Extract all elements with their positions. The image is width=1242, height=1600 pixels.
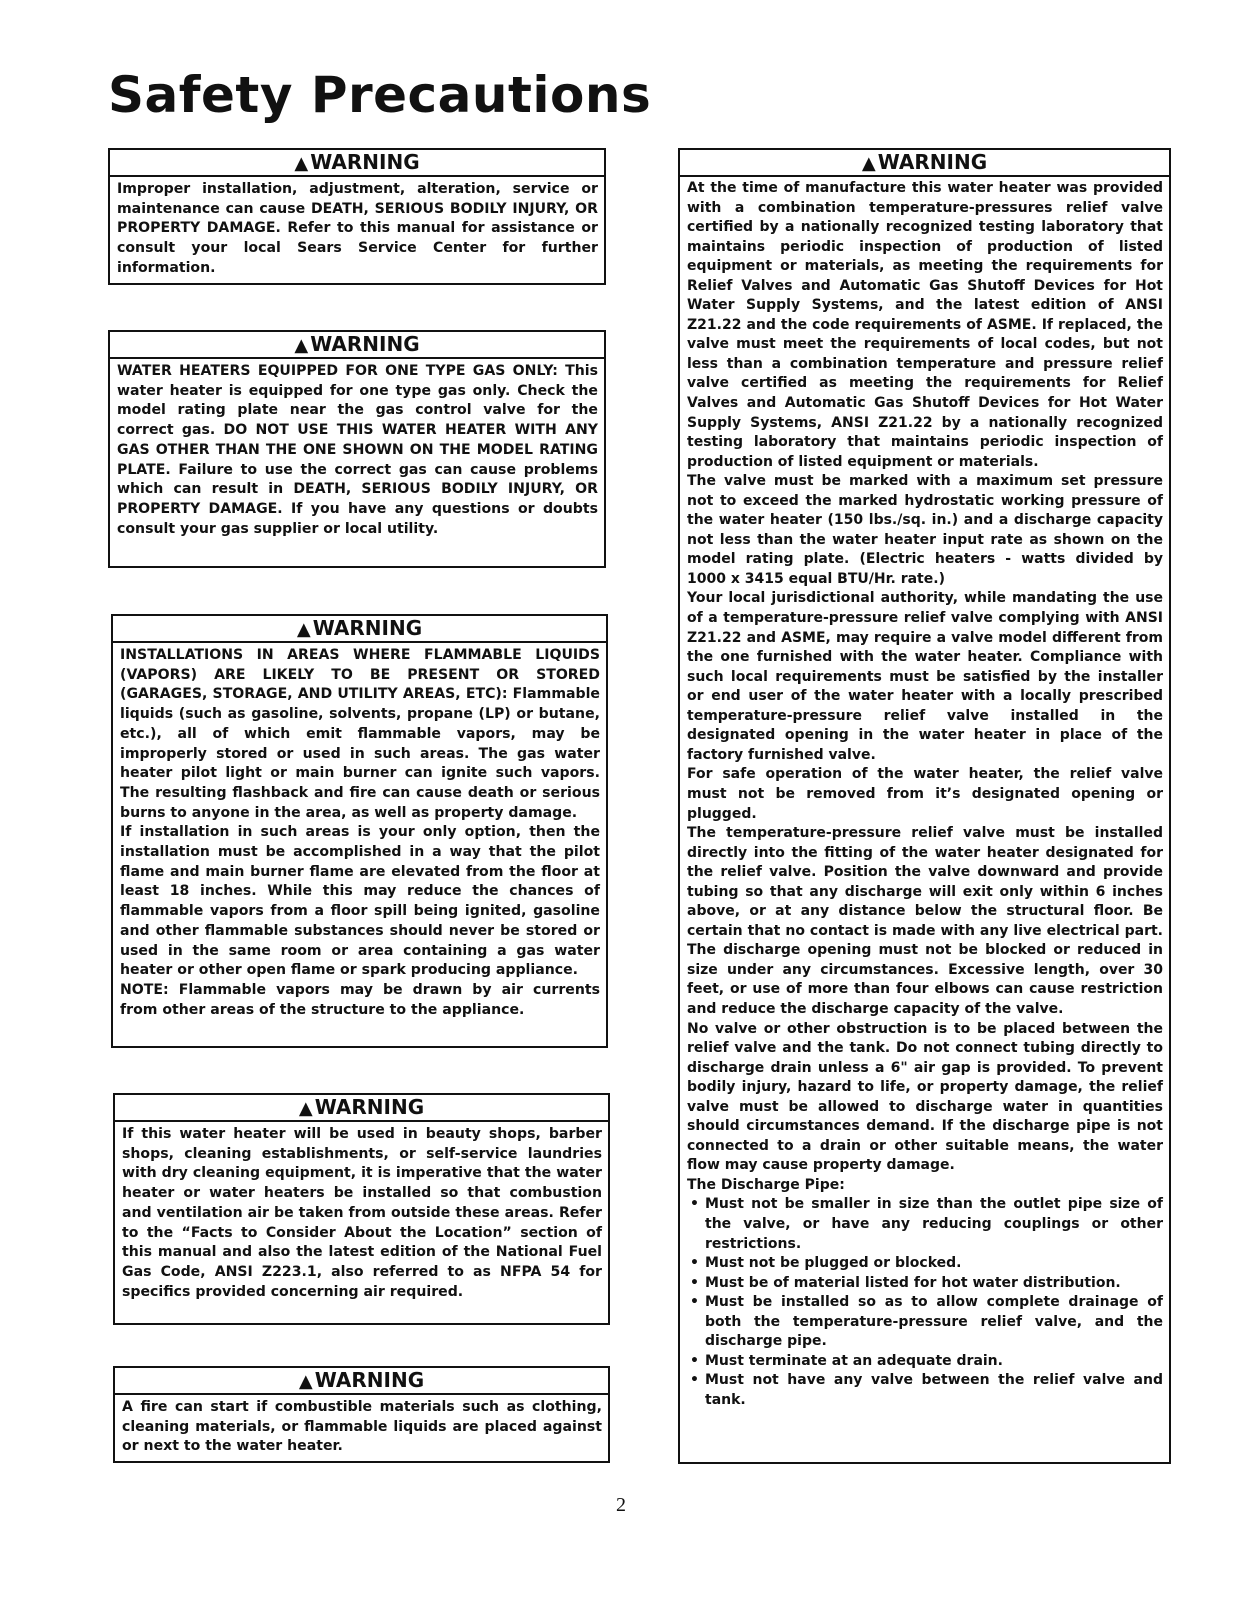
warning-paragraph: A fire can start if combustible materials such as clothing, cleaning materials, or flammable liquids are placed against or next to the water heater. [122,1399,602,1455]
warning-paragraph: For safe operation of the water heater, the relief valve must not be removed from it’s designated opening or plugged. [687,766,1163,822]
warning-text [115,1395,608,1461]
warning-paragraph: INSTALLATIONS IN AREAS WHERE FLAMMABLE LIQUIDS (VAPORS) ARE LIKELY TO BE PRESENT OR STORED (GARAGES, STORAGE, AND UTILITY AREAS, ETC): Flammable liquids (such as gasoline, solvents, propane (LP) or butane, etc.), all of which emit flammable vapors, may be improperly stored or used in such areas. The gas water heater pilot light or main burner can ignite such vapors. The resulting flashback and fire can cause death or serious burns to anyone in the area, as well as property damage. [120,647,600,821]
warning-text [113,643,606,1024]
warning-box-installation [108,148,606,285]
page-number: 2 [616,1494,626,1516]
warning-triangle-icon: ▲ [294,153,309,174]
warning-paragraph: Improper installation, adjustment, alteration, service or maintenance can cause DEATH, SERIOUS BODILY INJURY, OR PROPERTY DAMAGE. Refer to this manual for assistance or consult your local Sears Service Center for further information. [117,181,598,276]
warning-box-fire [113,1366,610,1463]
discharge-pipe-heading: The Discharge Pipe: [687,1176,845,1193]
discharge-pipe-list [687,1195,1163,1410]
warning-paragraph: At the time of manufacture this water heater was provided with a combination temperature-pressures relief valve certified by a nationally recognized testing laboratory that maintains periodic inspection of production of listed equipment or materials, as meeting the requirements for Relief Valves and Automatic Gas Shutoff Devices for Hot Water Supply Systems, and the latest edition of ANSI Z21.22 and the code requirements of ASME. If replaced, the valve must meet the requirements of local codes, but not less than a combination temperature and pressure relief valve certified as meeting the requirements for Relief Valves and Automatic Gas Shutoff Devices for Hot Water Supply Systems, ANSI Z21.22 by a nationally recognized testing laboratory that maintains periodic inspection of production of listed equipment or materials. [687,180,1163,470]
warning-header [113,616,606,643]
warning-heading: WARNING [877,150,988,174]
warning-header [115,1368,608,1395]
warning-heading: WARNING [310,332,420,356]
warning-paragraph: The valve must be marked with a maximum set pressure not to exceed the marked hydrostatic working pressure of the water heater (150 lbs./sq. in.) and a discharge capacity not less than the water heater input rate as shown on the model rating plate. (Electric heaters - watts divided by 1000 x 3415 equal BTU/Hr. rate.) [687,473,1163,587]
warning-text [110,177,604,283]
warning-header [110,332,604,359]
warning-triangle-icon: ▲ [298,1371,313,1392]
warning-paragraph: No valve or other obstruction is to be placed between the relief valve and the tank. Do not connect tubing directly to discharge drain unless a 6" air gap is provided. To prevent bodily injury, hazard to life, or property damage, the relief valve must be allowed to discharge water in quantities should circumstances demand. If the discharge pipe is not connected to a drain or other suitable means, the water flow may cause property damage. [687,1020,1163,1174]
warning-triangle-icon: ▲ [294,335,309,356]
warning-paragraph: If installation in such areas is your only option, then the installation must be accomplished in a way that the pilot flame and main burner flame are elevated from the floor at least 18 inches. While this may reduce the chances of flammable vapors from a floor spill being ignited, gasoline and other flammable substances should never be stored or used in the same room or area containing a gas water heater or other open flame or spark producing appliance. [120,824,600,979]
list-item: • Must terminate at an adequate drain. [687,1352,1163,1372]
warning-box-relief-valve [678,148,1171,1464]
warning-paragraph: WATER HEATERS EQUIPPED FOR ONE TYPE GAS ONLY: This water heater is equipped for one type gas only. Check the model rating plate near the gas control valve for the correct gas. DO NOT USE THIS WATER HEATER WITH ANY GAS OTHER THAN THE ONE SHOWN ON THE MODEL RATING PLATE. Failure to use the correct gas can cause problems which can result in DEATH, SERIOUS BODILY INJURY, OR PROPERTY DAMAGE. If you have any questions or doubts consult your gas supplier or local utility. [117,363,598,537]
list-item: • Must not be plugged or blocked. [687,1254,1163,1274]
warning-header [115,1095,608,1122]
warning-note: NOTE: Flammable vapors may be drawn by air currents from other areas of the structure to the appliance. [120,981,600,1018]
warning-heading: WARNING [310,150,420,174]
list-item: • Must be installed so as to allow complete drainage of both the temperature-pressure relief valve, and the discharge pipe. [687,1293,1163,1352]
warning-header [680,150,1169,177]
warning-heading: WARNING [314,1368,425,1392]
warning-text [110,359,604,543]
warning-heading: WARNING [314,1095,425,1119]
list-item: • Must not have any valve between the relief valve and tank. [687,1371,1163,1410]
list-item: • Must be of material listed for hot water distribution. [687,1274,1163,1294]
warning-box-gas-type [108,330,606,568]
warning-triangle-icon: ▲ [298,1098,313,1119]
warning-heading: WARNING [312,616,423,640]
warning-paragraph: If this water heater will be used in beauty shops, barber shops, cleaning establishments, or self-service laundries with dry cleaning equipment, it is imperative that the water heater or water heaters be installed so that combustion and ventilation air be taken from outside these areas. Refer to the “Facts to Consider About the Location” section of this manual and also the latest edition of the National Fuel Gas Code, ANSI Z223.1, also referred to as NFPA 54 for specifics provided concerning air required. [122,1126,602,1300]
warning-box-flammable-areas [111,614,608,1048]
warning-header [110,150,604,177]
warning-box-combustion-air [113,1093,610,1325]
warning-paragraph: The temperature-pressure relief valve must be installed directly into the fitting of the water heater designated for the relief valve. Position the valve downward and provide tubing so that any discharge will exit only within 6 inches above, or at any distance below the structural floor. Be certain that no contact is made with any live electrical part. The discharge opening must not be blocked or reduced in size under any circumstances. Excessive length, over 30 feet, or use of more than four elbows can cause restriction and reduce the discharge capacity of the valve. [687,825,1163,1017]
warning-triangle-icon: ▲ [861,153,876,174]
page-title: Safety Precautions [108,66,652,124]
warning-text [680,177,1169,1414]
warning-text [115,1122,608,1306]
list-item: • Must not be smaller in size than the outlet pipe size of the valve, or have any reducing couplings or other restrictions. [687,1195,1163,1254]
warning-triangle-icon: ▲ [296,619,311,640]
warning-paragraph: Your local jurisdictional authority, while mandating the use of a temperature-pressure relief valve complying with ANSI Z21.22 and ASME, may require a valve model different from the one furnished with the water heater. Compliance with such local requirements must be satisfied by the installer or end user of the water heater with a locally prescribed temperature-pressure relief valve installed in the designated opening in the water heater in place of the factory furnished valve. [687,590,1163,763]
